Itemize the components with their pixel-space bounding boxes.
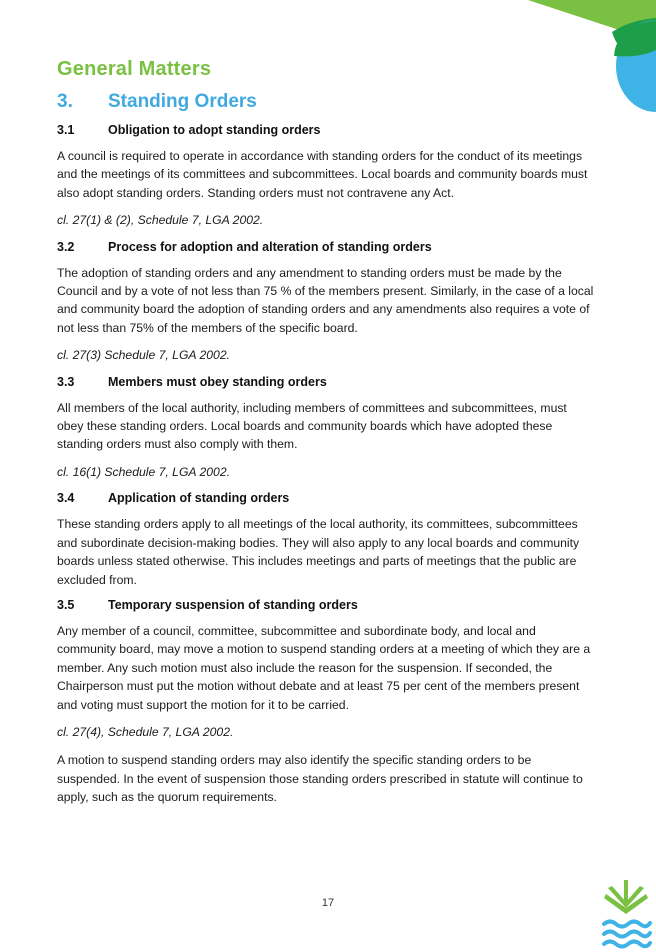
subsection-heading xyxy=(57,240,595,254)
document-body xyxy=(57,58,595,816)
subsection-heading xyxy=(57,491,595,505)
logo-plant-waves-icon xyxy=(600,878,652,950)
citation: cl. 16(1) Schedule 7, LGA 2002. xyxy=(57,464,230,479)
citation: cl. 27(1) & (2), Schedule 7, LGA 2002. xyxy=(57,213,264,228)
page-number: 17 xyxy=(321,897,335,909)
chapter-heading xyxy=(57,91,595,113)
body-paragraph: A motion to suspend standing orders may also identify the specific standing orders to be suspended. In the event of suspension those standing orders prescribed in statute will continue to apply, such as the quorum requirements. xyxy=(57,753,583,805)
subsection-title: Process for adoption and alteration of standing orders xyxy=(108,239,432,254)
subsection-number: 3.3 xyxy=(57,374,75,389)
body-paragraph: Any member of a council, committee, subcommittee and subordinate body, and local and community board, may move a motion to suspend standing orders at a meeting of which they are a member. Any such motion must also include the reason for the suspension. If seconded, the Chairperson must put the motion without debate and at least 75 per cent of the members present and voting must support the motion for it to be carried. xyxy=(57,623,591,712)
chapter-title: Standing Orders xyxy=(108,91,257,112)
subsection-heading xyxy=(57,375,595,389)
subsection-heading xyxy=(57,123,595,137)
subsection-number: 3.1 xyxy=(57,123,75,137)
subsection-number: 3.2 xyxy=(57,239,75,254)
subsection-number: 3.4 xyxy=(57,491,75,506)
subsection-title: Obligation to adopt standing orders xyxy=(108,123,321,137)
citation: cl. 27(4), Schedule 7, LGA 2002. xyxy=(57,724,234,739)
body-paragraph: The adoption of standing orders and any amendment to standing orders must be made by the Council and by a vote of not less than 75 % of the members present. Similarly, in the case of a local and community board the adoption of standing orders and any amendments also requires a vote of not less than 75% of the members of the specific board. xyxy=(57,265,594,335)
subsection-number: 3.5 xyxy=(57,597,75,612)
body-paragraph: These standing orders apply to all meetings of the local authority, its committees, subcommittees and subordinate decision-making bodies. They will also apply to any local boards and community boards unless stated otherwise. This includes meetings and parts of meetings that the public are excluded from. xyxy=(57,517,580,587)
subsection-title: Temporary suspension of standing orders xyxy=(108,597,358,612)
body-paragraph: All members of the local authority, including members of committees and subcommittees, must obey these standing orders. Local boards and community boards which have adopted these standing orders must also comply with them. xyxy=(57,400,567,452)
body-paragraph: A council is required to operate in accordance with standing orders for the conduct of its meetings and the meetings of its committees and subcommittees. Local boards and community boards must also adopt standing orders. Standing orders must not contravene any Act. xyxy=(57,149,588,200)
chapter-number: 3. xyxy=(57,91,73,112)
section-title: General Matters xyxy=(57,58,212,80)
subsection-heading xyxy=(57,598,595,612)
subsection-title: Application of standing orders xyxy=(108,491,290,506)
subsection-title: Members must obey standing orders xyxy=(108,374,327,389)
citation: cl. 27(3) Schedule 7, LGA 2002. xyxy=(57,348,230,363)
